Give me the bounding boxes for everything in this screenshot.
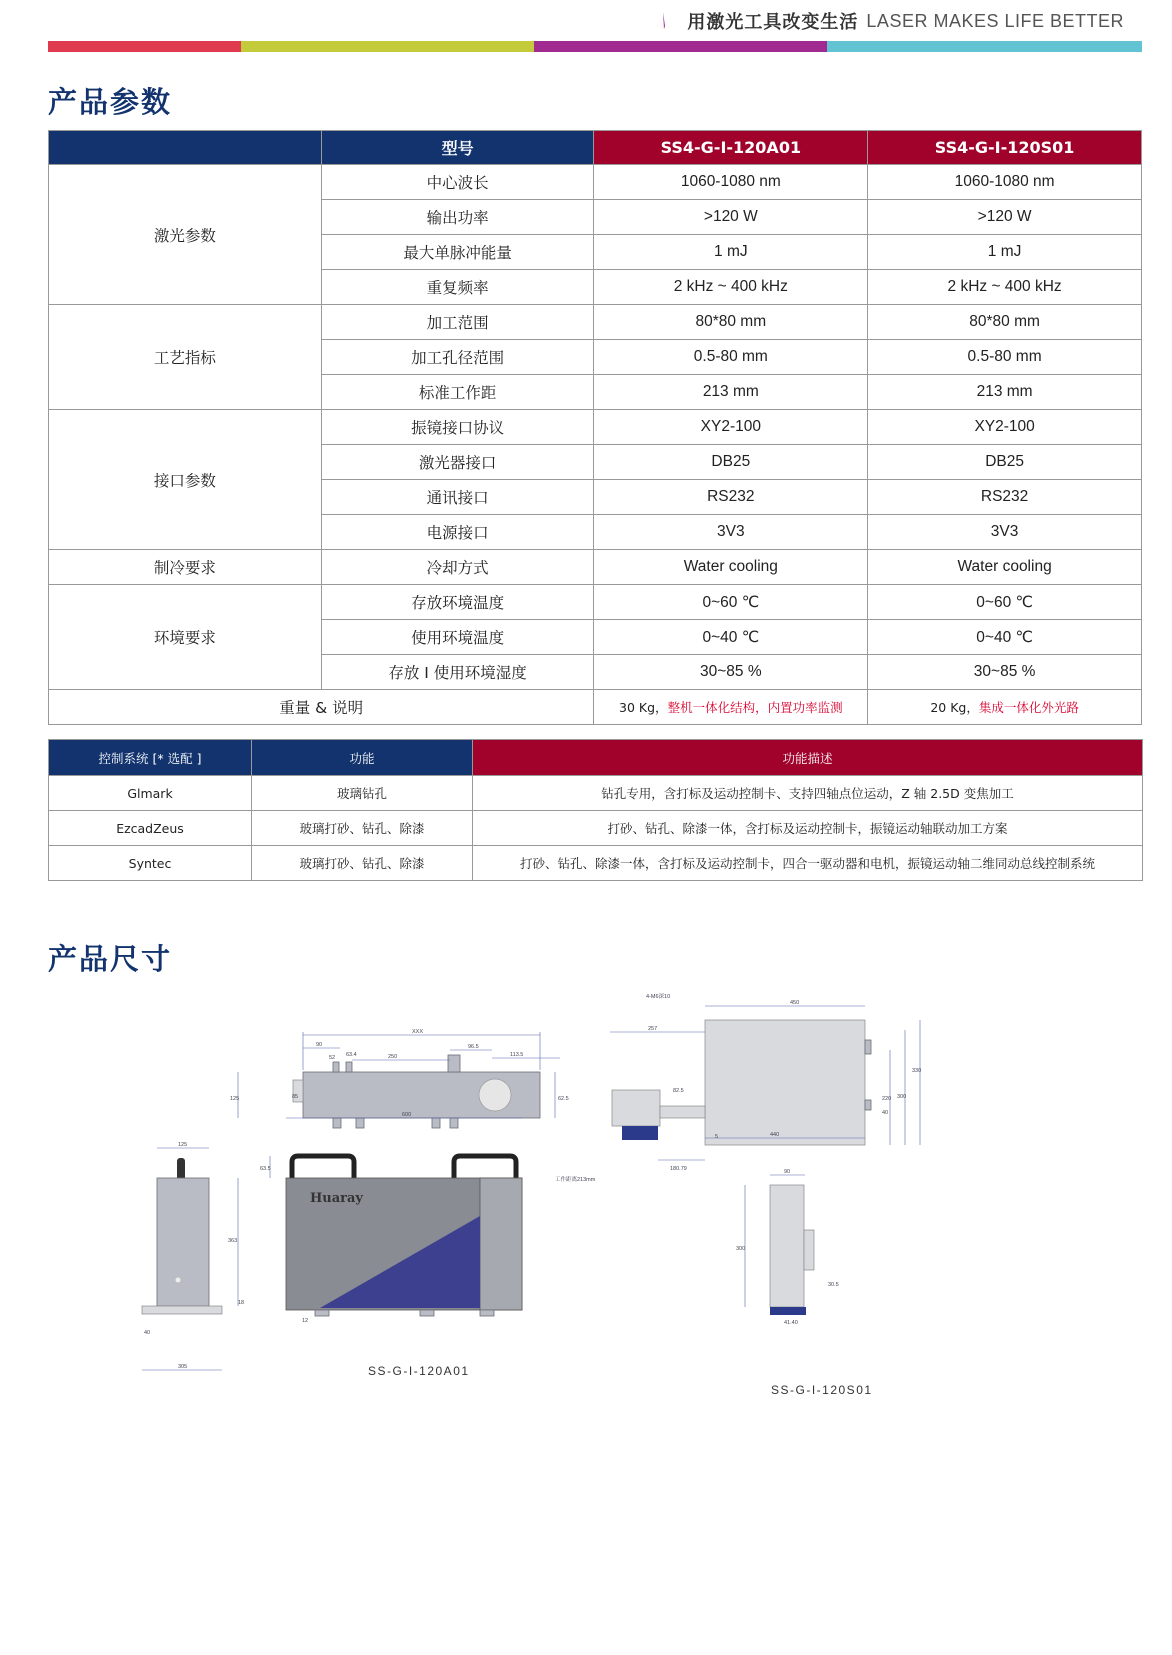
dim-front-w: 600 xyxy=(402,1112,412,1118)
param-name: 存放环境温度 xyxy=(321,585,594,620)
value-b: 2 kHz ~ 400 kHz xyxy=(868,270,1142,305)
ctrl-function: 玻璃打砂、钻孔、除漆 xyxy=(252,811,473,846)
param-name: 输出功率 xyxy=(321,200,594,235)
weight-a: 30 Kg， xyxy=(619,700,668,715)
brand-mark: Huaray xyxy=(310,1191,363,1206)
value-a: 80*80 mm xyxy=(594,305,868,340)
value-b: XY2-100 xyxy=(868,410,1142,445)
spec-header-model-a: SS4-G-I-120A01 xyxy=(594,131,868,165)
spec-header-model-label: 型号 xyxy=(321,131,594,165)
value-a: 3V3 xyxy=(594,515,868,550)
dim-85: 85 xyxy=(292,1094,299,1100)
dim-s-300: 300 xyxy=(736,1246,746,1252)
ctrl-system: Syntec xyxy=(49,846,252,881)
caption-s01: SS-G-I-120S01 xyxy=(771,1383,873,1397)
dim-r-330: 330 xyxy=(912,1068,922,1074)
dim-front-b: 12 xyxy=(302,1318,309,1324)
dim-r-220: 220 xyxy=(882,1096,892,1102)
value-b: Water cooling xyxy=(868,550,1142,585)
ctrl-description: 钻孔专用，含打标及运动控制卡、支持四轴点位运动，Z 轴 2.5D 变焦加工 xyxy=(473,776,1143,811)
value-a: 1 mJ xyxy=(594,235,868,270)
dim-r-825: 82.5 xyxy=(673,1088,684,1094)
ctrl-header-function: 功能 xyxy=(252,740,473,776)
param-name: 中心波长 xyxy=(321,165,594,200)
dim-side-w: 125 xyxy=(178,1142,188,1148)
dim-625: 62.5 xyxy=(558,1096,569,1102)
param-name: 加工孔径范围 xyxy=(321,340,594,375)
dim-r-257: 257 xyxy=(648,1026,658,1032)
param-name: 加工范围 xyxy=(321,305,594,340)
dim-1135: 113.5 xyxy=(510,1052,524,1058)
ctrl-system: EzcadZeus xyxy=(49,811,252,846)
side-view-s01 xyxy=(736,1169,839,1326)
param-name: 电源接口 xyxy=(321,515,594,550)
dimension-drawings xyxy=(130,994,1010,1460)
value-b: 1 mJ xyxy=(868,235,1142,270)
star-burst-logo-icon xyxy=(649,11,679,31)
value-b: 0~60 ℃ xyxy=(868,585,1142,620)
value-b: 1060-1080 nm xyxy=(868,165,1142,200)
value-a: XY2-100 xyxy=(594,410,868,445)
slogan-cn: 用激光工具改变生活 xyxy=(687,12,859,33)
param-name: 激光器接口 xyxy=(321,445,594,480)
table-row xyxy=(49,690,1142,725)
weight-note-b xyxy=(868,690,1142,725)
value-a: >120 W xyxy=(594,200,868,235)
value-a: DB25 xyxy=(594,445,868,480)
dim-side-base: 305 xyxy=(178,1364,188,1370)
value-a: 1060-1080 nm xyxy=(594,165,868,200)
side-view-a01 xyxy=(142,1142,244,1370)
dim-s-305: 30.5 xyxy=(828,1282,839,1288)
value-a: 0~40 ℃ xyxy=(594,620,868,655)
param-name: 通讯接口 xyxy=(321,480,594,515)
value-b: DB25 xyxy=(868,445,1142,480)
table-row xyxy=(49,811,1143,846)
table-row xyxy=(49,305,1142,340)
ctrl-function: 玻璃钻孔 xyxy=(252,776,473,811)
value-a: 0.5-80 mm xyxy=(594,340,868,375)
value-a: 213 mm xyxy=(594,375,868,410)
note-a: 整机一体化结构，内置功率监测 xyxy=(667,700,843,715)
value-b: >120 W xyxy=(868,200,1142,235)
dim-r-40: 40 xyxy=(882,1110,889,1116)
top-view-a01 xyxy=(230,1029,569,1128)
table-row xyxy=(49,165,1142,200)
dim-s-90: 90 xyxy=(784,1169,791,1175)
section-title-params: 产品参数 xyxy=(48,85,173,119)
value-b: 0~40 ℃ xyxy=(868,620,1142,655)
dim-965: 96.5 xyxy=(468,1044,479,1050)
table-row xyxy=(49,776,1143,811)
front-view-a01 xyxy=(260,1112,522,1324)
work-distance-note: 工作距离213mm xyxy=(555,1177,596,1183)
dim-r-440: 440 xyxy=(770,1132,780,1138)
dim-90: 90 xyxy=(316,1042,323,1048)
value-b: 80*80 mm xyxy=(868,305,1142,340)
table-row xyxy=(49,585,1142,620)
param-name: 最大单脉冲能量 xyxy=(321,235,594,270)
value-b: 213 mm xyxy=(868,375,1142,410)
param-name: 振镜接口协议 xyxy=(321,410,594,445)
dim-s-41: 41.40 xyxy=(784,1320,798,1326)
value-b: 0.5-80 mm xyxy=(868,340,1142,375)
table-row xyxy=(49,410,1142,445)
param-name: 重复频率 xyxy=(321,270,594,305)
caption-a01: SS-G-I-120A01 xyxy=(368,1364,470,1378)
value-a: 2 kHz ~ 400 kHz xyxy=(594,270,868,305)
dim-r-180: 180.79 xyxy=(670,1166,687,1172)
dim-side-h: 363 xyxy=(228,1238,238,1244)
dim-r-300: 300 xyxy=(897,1094,907,1100)
value-a: RS232 xyxy=(594,480,868,515)
group-name: 接口参数 xyxy=(49,410,322,550)
dim-side-b: 40 xyxy=(144,1330,151,1336)
value-b: 3V3 xyxy=(868,515,1142,550)
spec-header-blank xyxy=(49,131,322,165)
dim-r-5: 5 xyxy=(715,1134,719,1140)
param-name: 使用环境温度 xyxy=(321,620,594,655)
ctrl-header-system: 控制系统 [* 选配 ] xyxy=(49,740,252,776)
spec-table xyxy=(48,130,1142,725)
weight-b: 20 Kg， xyxy=(930,700,979,715)
group-name: 环境要求 xyxy=(49,585,322,690)
table-row xyxy=(49,550,1142,585)
dim-r-w: 450 xyxy=(790,1000,800,1006)
spec-header-model-b: SS4-G-I-120S01 xyxy=(868,131,1142,165)
dim-top-total: XXX xyxy=(412,1029,424,1035)
ctrl-description: 打砂、钻孔、除漆一体，含打标及运动控制卡，四合一驱动器和电机，振镜运动轴二维同动总线控制系统 xyxy=(473,846,1143,881)
header-color-bar xyxy=(48,41,1142,52)
control-table xyxy=(48,739,1143,881)
param-name: 存放 I 使用环境湿度 xyxy=(321,655,594,690)
value-a: 30~85 % xyxy=(594,655,868,690)
table-row xyxy=(49,846,1143,881)
ctrl-function: 玻璃打砂、钻孔、除漆 xyxy=(252,846,473,881)
group-name: 工艺指标 xyxy=(49,305,322,410)
group-name: 制冷要求 xyxy=(49,550,322,585)
dim-52: 52 xyxy=(329,1055,336,1061)
param-name: 冷却方式 xyxy=(321,550,594,585)
weight-label: 重量 & 说明 xyxy=(49,690,594,725)
value-b: RS232 xyxy=(868,480,1142,515)
slogan-en: LASER MAKES LIFE BETTER xyxy=(866,10,1124,31)
ctrl-system: Glmark xyxy=(49,776,252,811)
note-b: 集成一体化外光路 xyxy=(978,700,1079,715)
value-a: 0~60 ℃ xyxy=(594,585,868,620)
param-name: 标准工作距 xyxy=(321,375,594,410)
top-view-s01 xyxy=(555,992,921,1183)
weight-note-a xyxy=(594,690,868,725)
page-header xyxy=(649,8,1124,34)
dim-r-m4: 4-M6深10 xyxy=(646,994,671,1000)
value-b: 30~85 % xyxy=(868,655,1142,690)
dim-front-h: 63.5 xyxy=(260,1166,271,1172)
ctrl-header-description: 功能描述 xyxy=(473,740,1143,776)
section-title-dimensions: 产品尺寸 xyxy=(48,942,173,976)
dim-125: 125 xyxy=(230,1096,240,1102)
dim-634: 63.4 xyxy=(346,1052,357,1058)
dim-250: 250 xyxy=(388,1054,398,1060)
dim-side-f: 18 xyxy=(238,1300,245,1306)
group-name: 激光参数 xyxy=(49,165,322,305)
ctrl-description: 打砂、钻孔、除漆一体，含打标及运动控制卡，振镜运动轴联动加工方案 xyxy=(473,811,1143,846)
value-a: Water cooling xyxy=(594,550,868,585)
